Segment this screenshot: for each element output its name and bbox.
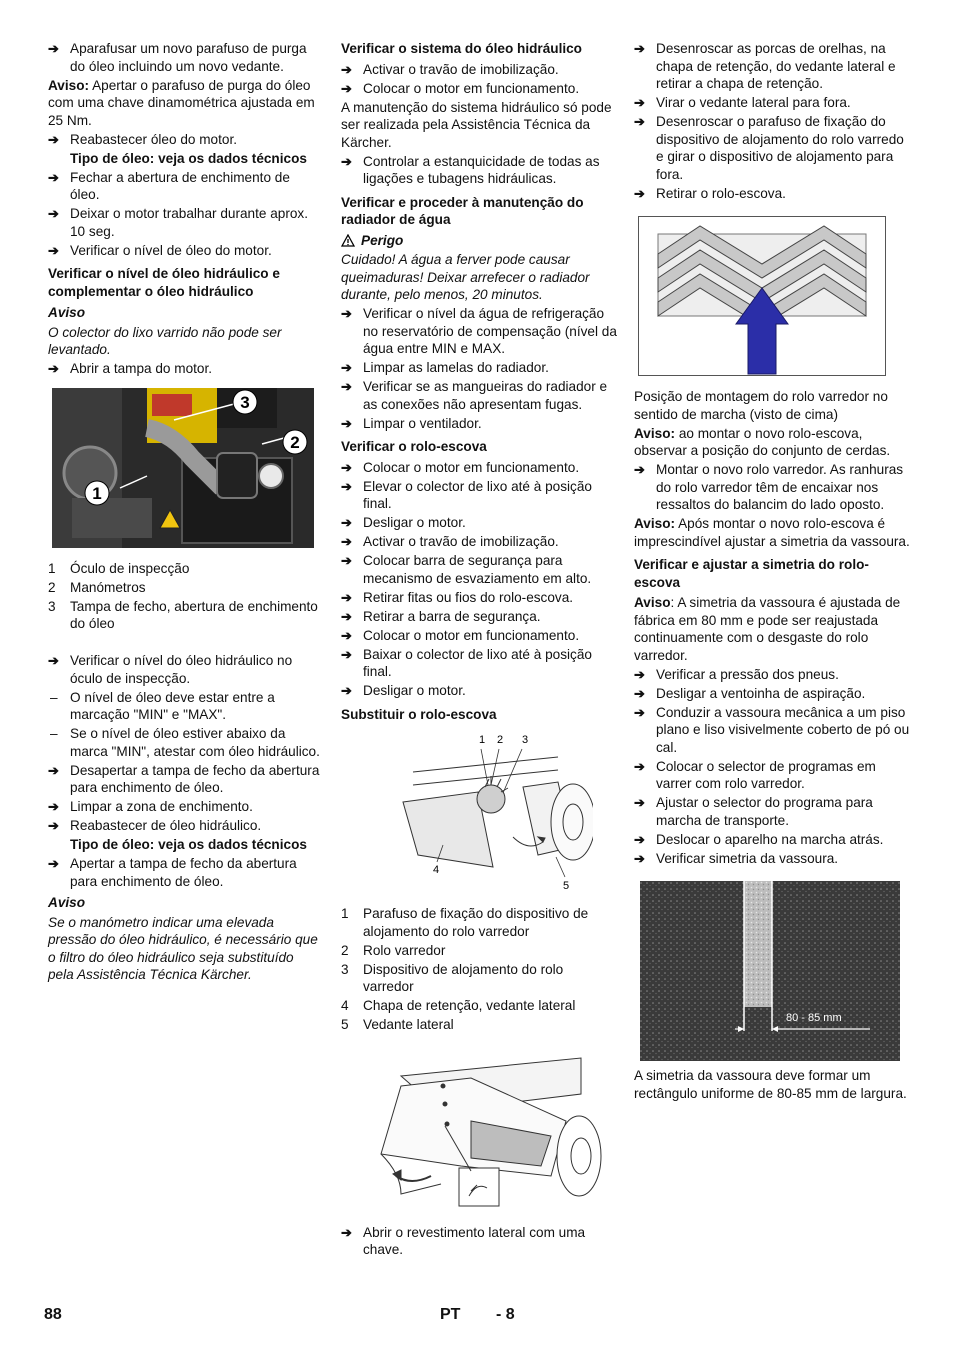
arrow-icon: ➔: [48, 361, 59, 376]
svg-text:1: 1: [92, 483, 102, 503]
sweep-pattern-photo: [640, 881, 900, 1061]
step: ➔ Colocar barra de segurança para mecanismo de esvaziamento em alto.: [341, 553, 592, 586]
step: ➔ Limpar a zona de enchimento.: [48, 799, 253, 814]
paragraph: A manutenção do sistema hidráulico só pode ser realizada pela Assistência Técnica da Kärcher.: [341, 99, 612, 150]
step: ➔ Verificar o nível do óleo hidráulico no óculo de inspecção.: [48, 653, 293, 686]
engine-photo: [52, 388, 314, 548]
bristle-orientation-diagram: [638, 216, 886, 376]
section-heading: Verificar e proceder à manutenção do radiador de água: [341, 194, 584, 227]
step: ➔ Ajustar o selector do programa para marcha de transporte.: [634, 795, 873, 828]
step: ➔ Reabastecer de óleo hidráulico.: [48, 818, 262, 833]
step: ➔ Elevar o colector de lixo até à posição final.: [341, 478, 592, 511]
arrow-icon: ➔: [341, 80, 352, 96]
legend-item: 3 Tampa de fecho, abertura de enchimento do óleo: [48, 598, 318, 631]
paragraph: Posição de montagem do rolo varredor no sentido de marcha (visto de cima): [634, 389, 888, 422]
arrow-icon: ➔: [341, 478, 352, 494]
danger-header: Perigo: [341, 232, 617, 250]
danger-text: Cuidado! A água a ferver pode causar queimaduras! Deixar arrefecer o radiador durante, pelo menos, 20 minutos.: [341, 252, 590, 302]
step: ➔ Desligar a ventoinha de aspiração.: [634, 685, 866, 701]
side-panel-drawing: [341, 1046, 603, 1214]
dash-item: – Se o nível de óleo estiver abaixo da marca "MIN", atestar com óleo hidráulico.: [50, 726, 320, 759]
dash-item: – O nível de óleo deve estar entre a marcação "MIN" e "MAX".: [50, 689, 275, 722]
warning-triangle-icon: [341, 234, 355, 247]
notice-text: Se o manómetro indicar uma elevada pressão do óleo hidráulico, é necessário que o filtro do óleo hidráulico seja substituído pela Assistência Técnica Kärcher.: [48, 914, 318, 982]
arrow-icon: ➔: [48, 206, 59, 221]
notice: Aviso: ao montar o novo rolo-escova, observar a posição do conjunto de cerdas.: [634, 425, 891, 458]
step: ➔ Abrir a tampa do motor.: [48, 361, 213, 376]
notice-text: O colector do lixo varrido não pode ser levantado.: [48, 324, 282, 357]
arrow-icon: ➔: [341, 360, 352, 375]
arrow-icon: ➔: [341, 415, 352, 431]
step: ➔ Desenroscar o parafuso de fixação do dispositivo de alojamento do rolo varredo e girar o dispositivo de alojamento para fora.: [634, 114, 904, 182]
step: ➔ Colocar o motor em funcionamento.: [341, 80, 580, 96]
step: ➔ Baixar o colector de lixo até à posição final.: [341, 646, 592, 679]
arrow-icon: ➔: [634, 831, 645, 847]
arrow-icon: ➔: [634, 704, 645, 720]
paragraph: A simetria da vassoura deve formar um rectângulo uniforme de 80-85 mm de largura.: [634, 1068, 907, 1101]
figure-label: 1: [479, 734, 486, 746]
arrow-icon: ➔: [341, 534, 352, 549]
step: ➔ Verificar simetria da vassoura.: [634, 850, 839, 866]
step: ➔ Colocar o motor em funcionamento.: [341, 627, 580, 643]
arrow-icon: ➔: [48, 653, 59, 668]
arrow-icon: ➔: [48, 856, 59, 871]
arrow-icon: ➔: [634, 41, 645, 56]
arrow-icon: ➔: [634, 462, 645, 477]
legend-item: 2 Rolo varredor: [341, 942, 446, 958]
arrow-icon: ➔: [634, 666, 645, 682]
callout-3: [233, 390, 257, 414]
oil-type-note: Tipo de óleo: veja os dados técnicos: [70, 150, 307, 166]
arrow-icon: ➔: [341, 61, 352, 77]
step: ➔ Desligar o motor.: [341, 515, 466, 530]
arrow-icon: ➔: [634, 795, 645, 810]
arrow-icon: ➔: [48, 41, 59, 56]
step: ➔ Verificar a pressão dos pneus.: [634, 666, 839, 682]
step: ➔ Colocar o motor em funcionamento.: [341, 459, 580, 475]
arrow-icon: ➔: [341, 515, 352, 530]
arrow-icon: ➔: [48, 131, 59, 147]
step: ➔ Reabastecer óleo do motor.: [48, 131, 238, 147]
step: ➔ Controlar a estanquicidade de todas as ligações e tubagens hidráulicas.: [341, 153, 600, 186]
language-code: PT: [440, 1306, 461, 1323]
arrow-icon: ➔: [48, 799, 59, 814]
step: ➔ Conduzir a vassoura mecânica a um piso plano e liso visivelmente coberto de pó ou cal.: [634, 704, 910, 755]
arrow-icon: ➔: [341, 589, 352, 605]
figure-label: 3: [522, 734, 529, 746]
step: ➔ Activar o travão de imobilização.: [341, 61, 559, 77]
arrow-icon: ➔: [634, 850, 645, 866]
step: ➔ Deslocar o aparelho na marcha atrás.: [634, 831, 884, 847]
section-heading: Verificar o rolo-escova: [341, 439, 487, 454]
section-heading: Substituir o rolo-escova: [341, 706, 497, 722]
arrow-icon: ➔: [634, 114, 645, 129]
step: ➔ Desapertar a tampa de fecho da abertura para enchimento de óleo.: [48, 762, 320, 795]
arrow-icon: ➔: [48, 169, 59, 185]
legend-item: 2 Manómetros: [48, 579, 146, 595]
step: ➔ Aparafusar um novo parafuso de purga do óleo incluindo um novo vedante.: [48, 41, 307, 74]
legend-item: 1 Óculo de inspecção: [48, 560, 190, 576]
figure-label: 4: [433, 864, 440, 876]
figure-label: 5: [563, 880, 570, 892]
measurement-label: 80 - 85 mm: [786, 1012, 842, 1024]
arrow-icon: ➔: [341, 608, 352, 624]
arrow-icon: ➔: [48, 818, 59, 833]
arrow-icon: ➔: [341, 379, 352, 394]
arrow-icon: ➔: [634, 95, 645, 110]
arrow-icon: ➔: [341, 306, 352, 321]
figure-label: 2: [497, 734, 504, 746]
arrow-icon: ➔: [341, 683, 352, 698]
oil-type-note: Tipo de óleo: veja os dados técnicos: [70, 837, 307, 852]
step: ➔ Retirar fitas ou fios do rolo-escova.: [341, 589, 574, 605]
arrow-icon: ➔: [48, 242, 59, 258]
step: ➔ Abrir o revestimento lateral com uma chave.: [341, 1224, 586, 1257]
step: ➔ Deixar o motor trabalhar durante aprox. 10 seg.: [48, 206, 309, 239]
notice: Aviso: Após montar o novo rolo-escova é imprescindível ajustar a simetria da vassoura.: [634, 516, 910, 549]
arrow-icon: ➔: [341, 627, 352, 643]
notice: Aviso: Apertar o parafuso de purga do óleo com uma chave dinamométrica ajustada em 25 Nm.: [48, 77, 315, 128]
column-left: [48, 40, 323, 985]
column-right: [634, 40, 910, 1104]
step: ➔ Colocar o selector de programas em varrer com rolo varredor.: [634, 758, 876, 791]
step: ➔ Limpar o ventilador.: [341, 415, 482, 431]
step: ➔ Activar o travão de imobilização.: [341, 534, 559, 549]
section-heading: Verificar e ajustar a simetria do rolo-escova: [634, 557, 869, 590]
callout-2: [283, 430, 307, 454]
arrow-icon: ➔: [341, 459, 352, 475]
notice-title: Aviso: [48, 895, 86, 910]
page-number: 88: [44, 1306, 62, 1323]
section-page: - 8: [496, 1306, 515, 1323]
section-heading: Verificar o nível de óleo hidráulico e complementar o óleo hidráulico: [48, 266, 280, 299]
step: ➔ Fechar a abertura de enchimento de óleo.: [48, 169, 290, 202]
legend-item: 3 Dispositivo de alojamento do rolo varredor: [341, 961, 564, 994]
arrow-icon: ➔: [634, 758, 645, 774]
step: ➔ Retirar a barra de segurança.: [341, 608, 541, 624]
step: ➔ Montar o novo rolo varredor. As ranhuras do rolo varredor têm de encaixar nos ressaltos do balancim do lado oposto.: [634, 462, 904, 512]
step: ➔ Verificar se as mangueiras do radiador e as conexões não apresentam fugas.: [341, 379, 608, 412]
arrow-icon: ➔: [341, 553, 352, 568]
notice-title: Aviso: [48, 305, 86, 320]
arrow-icon: ➔: [634, 185, 645, 201]
brush-roller-drawing: [373, 727, 593, 897]
arrow-icon: ➔: [341, 646, 352, 662]
svg-text:3: 3: [240, 392, 250, 412]
section-heading: Verificar o sistema do óleo hidráulico: [341, 41, 582, 56]
step: ➔ Verificar o nível da água de refrigeração no reservatório de compensação (nível da água entre MIN e MAX.: [341, 306, 617, 356]
arrow-icon: ➔: [48, 762, 59, 778]
callout-1: [85, 481, 109, 505]
step: ➔ Verificar o nível de óleo do motor.: [48, 242, 272, 258]
step: ➔ Virar o vedante lateral para fora.: [634, 95, 851, 110]
svg-text:2: 2: [290, 432, 300, 452]
arrow-icon: ➔: [341, 153, 352, 169]
step: ➔ Desligar o motor.: [341, 683, 466, 698]
legend-item: 4 Chapa de retenção, vedante lateral: [341, 998, 576, 1013]
step: ➔ Apertar a tampa de fecho da abertura para enchimento de óleo.: [48, 856, 297, 889]
notice: Aviso: A simetria da vassoura é ajustada de fábrica em 80 mm e pode ser reajustada continuamente com o desgaste do rolo varredor.: [634, 595, 901, 663]
legend-item: 1 Parafuso de fixação do dispositivo de alojamento do rolo varredor: [341, 906, 589, 939]
arrow-icon: ➔: [634, 685, 645, 701]
legend-item: 5 Vedante lateral: [341, 1017, 454, 1032]
arrow-icon: ➔: [341, 1224, 352, 1240]
step: ➔ Limpar as lamelas do radiador.: [341, 360, 549, 375]
step: ➔ Desenroscar as porcas de orelhas, na chapa de retenção, do vedante lateral e retirar a chapa de retenção.: [634, 41, 896, 91]
column-middle: [341, 40, 617, 1260]
step: ➔ Retirar o rolo-escova.: [634, 185, 786, 201]
